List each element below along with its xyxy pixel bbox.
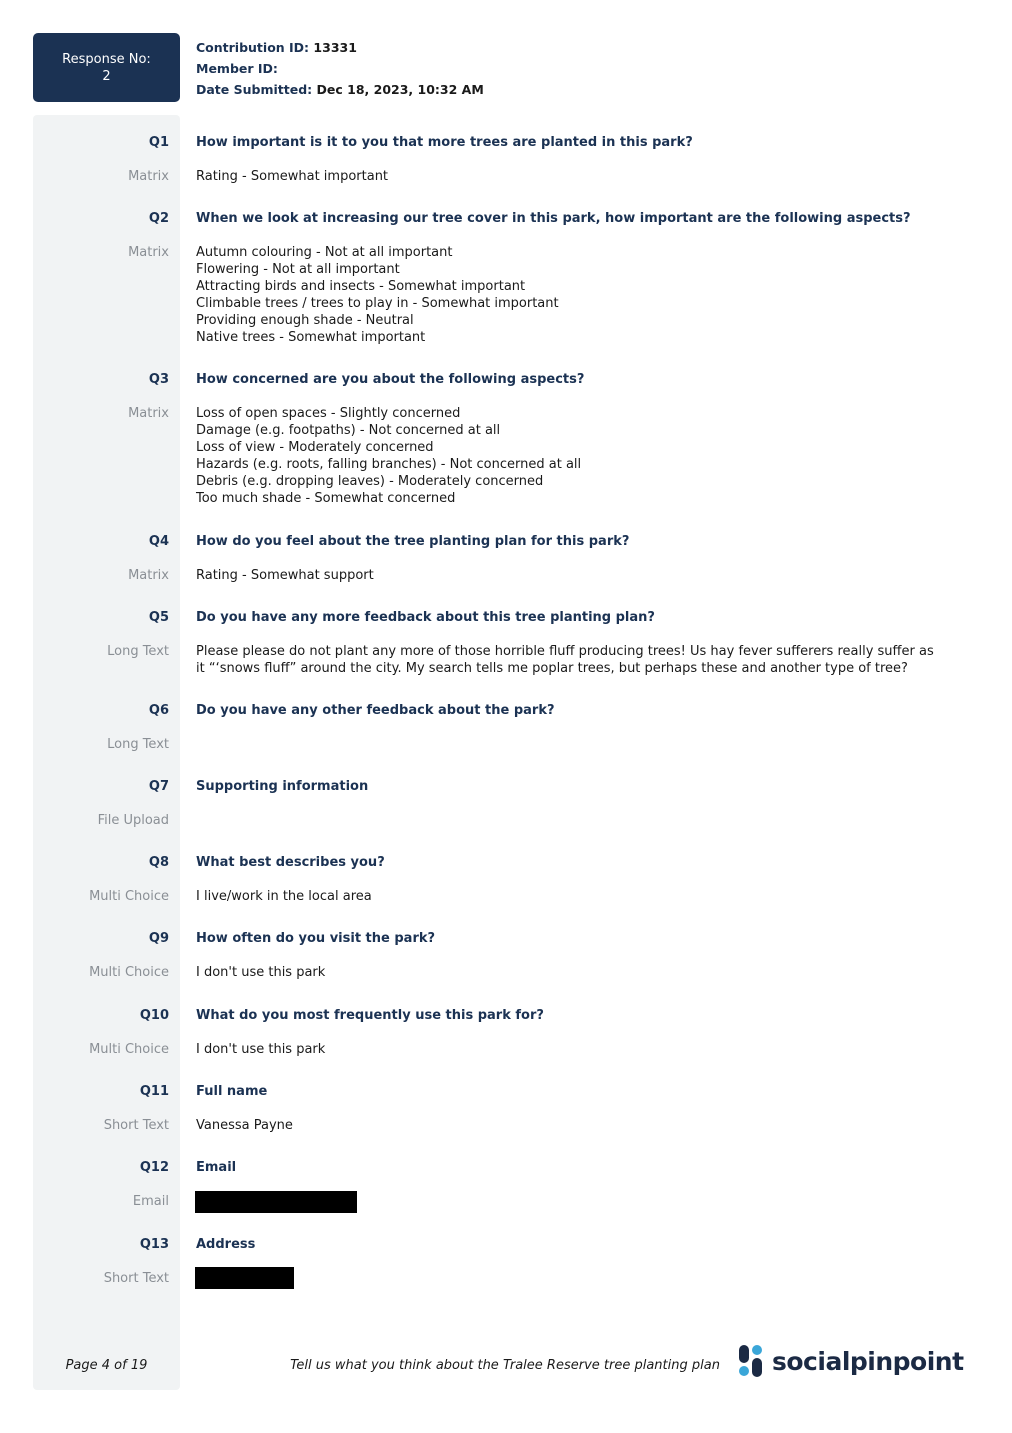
question-type: Matrix bbox=[128, 406, 169, 421]
question-number: Q7 bbox=[148, 779, 169, 794]
question-title: Full name bbox=[196, 1084, 268, 1099]
answer-line: I live/work in the local area bbox=[196, 889, 372, 904]
answer-line: Too much shade - Somewhat concerned bbox=[196, 491, 456, 506]
answer-line: Flowering - Not at all important bbox=[196, 262, 400, 277]
answer-list bbox=[196, 643, 941, 677]
answer-list bbox=[196, 168, 956, 185]
answer-line: Attracting birds and insects - Somewhat important bbox=[196, 279, 526, 294]
question-title: How important is it to you that more trees are planted in this park? bbox=[196, 135, 693, 150]
question-number: Q8 bbox=[148, 855, 169, 870]
question-type: Matrix bbox=[128, 568, 169, 583]
question-type: Multi Choice bbox=[89, 965, 169, 980]
answer-line: Debris (e.g. dropping leaves) - Moderately concerned bbox=[196, 474, 544, 489]
answer-line: Please please do not plant any more of those horrible fluff producing trees! Us hay fever sufferers really suffer as it “‘snows fluff” around the city. My search tells me poplar trees, but perhaps these and another type of tree? bbox=[196, 644, 934, 676]
response-number: 2 bbox=[102, 68, 111, 84]
question-type: Short Text bbox=[103, 1118, 169, 1133]
response-number-badge bbox=[33, 33, 180, 102]
question-title: Supporting information bbox=[196, 779, 369, 794]
answer-list bbox=[196, 888, 956, 905]
question-title: Do you have any more feedback about this tree planting plan? bbox=[196, 610, 655, 625]
answer-list bbox=[196, 405, 956, 507]
question-number: Q5 bbox=[148, 610, 169, 625]
answer-list bbox=[196, 1041, 956, 1058]
answer-list bbox=[196, 244, 956, 346]
answer-line: Hazards (e.g. roots, falling branches) - Not concerned at all bbox=[196, 457, 582, 472]
social-pinpoint-logo-mark-icon bbox=[738, 1344, 764, 1378]
redacted-address bbox=[195, 1267, 294, 1289]
submission-meta bbox=[196, 37, 484, 100]
question-title: How often do you visit the park? bbox=[196, 931, 436, 946]
answer-list bbox=[196, 964, 956, 981]
date-submitted-value: Dec 18, 2023, 10:32 AM bbox=[316, 82, 484, 97]
question-title: Email bbox=[196, 1160, 237, 1175]
answer-line: I don't use this park bbox=[196, 965, 326, 980]
answer-line: Loss of open spaces - Slightly concerned bbox=[196, 406, 461, 421]
answer-line: Loss of view - Moderately concerned bbox=[196, 440, 434, 455]
answer-line: Rating - Somewhat important bbox=[196, 169, 389, 184]
question-title: When we look at increasing our tree cover in this park, how important are the following aspects? bbox=[196, 211, 911, 226]
answer-list bbox=[196, 567, 956, 584]
question-title: How concerned are you about the following aspects? bbox=[196, 372, 585, 387]
question-type: Multi Choice bbox=[89, 889, 169, 904]
redacted-email bbox=[195, 1191, 357, 1213]
logo-wordmark: socialpinpoint bbox=[772, 1346, 964, 1376]
question-number: Q10 bbox=[139, 1008, 169, 1023]
question-title: Address bbox=[196, 1237, 256, 1252]
question-title: How do you feel about the tree planting plan for this park? bbox=[196, 534, 630, 549]
contribution-id-value: 13331 bbox=[313, 40, 357, 55]
question-type: Email bbox=[132, 1194, 169, 1209]
answer-line: Climbable trees / trees to play in - Somewhat important bbox=[196, 296, 559, 311]
member-id-label: Member ID: bbox=[196, 61, 278, 76]
answer-line: Providing enough shade - Neutral bbox=[196, 313, 414, 328]
answer-list bbox=[196, 1117, 956, 1134]
answer-line: Rating - Somewhat support bbox=[196, 568, 374, 583]
page-number: Page 4 of 19 bbox=[65, 1358, 148, 1373]
question-number: Q2 bbox=[148, 211, 169, 226]
response-label: Response No: bbox=[62, 51, 151, 67]
question-title: Do you have any other feedback about the park? bbox=[196, 703, 555, 718]
answer-line: Autumn colouring - Not at all important bbox=[196, 245, 453, 260]
question-number: Q1 bbox=[148, 135, 169, 150]
question-type: Long Text bbox=[107, 644, 169, 659]
question-number: Q11 bbox=[139, 1084, 169, 1099]
question-title: What best describes you? bbox=[196, 855, 385, 870]
answer-line: Vanessa Payne bbox=[196, 1118, 293, 1133]
question-type: Matrix bbox=[128, 169, 169, 184]
question-number: Q12 bbox=[139, 1160, 169, 1175]
question-type: Long Text bbox=[107, 737, 169, 752]
question-type: Multi Choice bbox=[89, 1042, 169, 1057]
project-title: Tell us what you think about the Tralee Reserve tree planting plan bbox=[290, 1358, 720, 1373]
question-number: Q3 bbox=[148, 372, 169, 387]
question-number: Q4 bbox=[148, 534, 169, 549]
question-type: Short Text bbox=[103, 1271, 169, 1286]
answer-line: Damage (e.g. footpaths) - Not concerned at all bbox=[196, 423, 501, 438]
question-number: Q13 bbox=[139, 1237, 169, 1252]
answer-line: I don't use this park bbox=[196, 1042, 326, 1057]
question-type: File Upload bbox=[97, 813, 169, 828]
socialpinpoint-logo bbox=[738, 1343, 964, 1379]
question-number: Q9 bbox=[148, 931, 169, 946]
question-type: Matrix bbox=[128, 245, 169, 260]
contribution-id-label: Contribution ID: bbox=[196, 40, 310, 55]
question-number: Q6 bbox=[148, 703, 169, 718]
date-submitted-label: Date Submitted: bbox=[196, 82, 313, 97]
answer-line: Native trees - Somewhat important bbox=[196, 330, 426, 345]
question-title: What do you most frequently use this park for? bbox=[196, 1008, 544, 1023]
